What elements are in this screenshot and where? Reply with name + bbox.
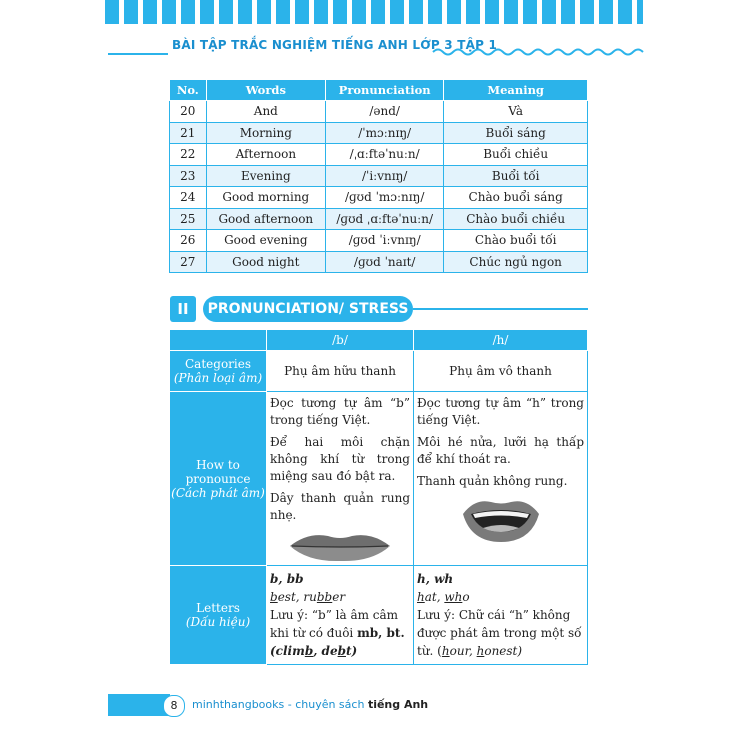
example-text: est, ru [277, 590, 317, 604]
cell-word: Afternoon [206, 144, 325, 166]
cell-pron: /ˈmɔːnɪŋ/ [326, 122, 444, 144]
how-h-line: Môi hé nửa, lưỡi hạ thấp để khí thoát ra. [417, 435, 584, 466]
footer-brand-bold: tiếng Anh [367, 698, 429, 711]
note-bold: mb, bt. [357, 626, 405, 640]
cell-pron: /ˌɑːftəˈnuːn/ [326, 144, 444, 166]
cell-meaning: Buổi tối [444, 165, 588, 187]
cell-meaning: Chào buổi sáng [444, 187, 588, 209]
letters-label [170, 566, 267, 665]
cell-no: 21 [170, 122, 207, 144]
book-title: BÀI TẬP TRẮC NGHIỆM TIẾNG ANH LỚP 3 TẬP 1 [172, 38, 498, 52]
cell-meaning: Chào buổi tối [444, 230, 588, 252]
note-example: , de [313, 644, 338, 658]
how-h-line: Thanh quản không rung. [417, 474, 568, 488]
underlined-letter: b [337, 644, 346, 658]
cell-word: Good night [206, 251, 325, 273]
cell-no: 27 [170, 251, 207, 273]
cell-meaning: Buổi sáng [444, 122, 588, 144]
example-text: at, [424, 590, 445, 604]
table-row [170, 187, 588, 209]
underlined-letter: h [417, 590, 425, 604]
underlined-letter: wh [444, 590, 463, 604]
note-text: Lưu ý: “b” là âm câm khi từ có đuôi [270, 608, 399, 640]
cell-pron: /ɡʊd ˈnaɪt/ [326, 251, 444, 273]
cell-word: Good evening [206, 230, 325, 252]
vocabulary-table [169, 79, 588, 273]
note-example: onest) [484, 644, 523, 658]
cell-meaning: Chúc ngủ ngon [444, 251, 588, 273]
cell-meaning: Buổi chiều [444, 144, 588, 166]
cell-word: Evening [206, 165, 325, 187]
underlined-letter: b [304, 644, 314, 658]
pronunciation-table [169, 329, 588, 665]
cell-no: 22 [170, 144, 207, 166]
cell-meaning: Chào buổi chiều [444, 208, 588, 230]
underlined-letter: h [441, 644, 450, 658]
cell-word: Good morning [206, 187, 325, 209]
underlined-letter: h [476, 644, 485, 658]
closed-lips-illustration [288, 530, 392, 562]
categories-label [170, 351, 267, 392]
sound-h-header: /h/ [414, 330, 588, 351]
note-text: Lưu ý: Chữ cái “h” không được phát âm trong một số từ. ( [417, 608, 582, 658]
underlined-letter: bb [316, 590, 333, 604]
cell-no: 25 [170, 208, 207, 230]
how-h [414, 392, 588, 566]
letters-b-examples [270, 588, 410, 606]
cell-pron: /ˈiːvnɪŋ/ [326, 165, 444, 187]
letters-b [267, 566, 414, 665]
blank-header [170, 330, 267, 351]
page-number: 8 [163, 695, 185, 717]
sound-b-header: /b/ [267, 330, 414, 351]
top-stripe-decoration [105, 0, 643, 24]
how-label-vi: (Cách phát âm) [171, 485, 265, 500]
letters-h [414, 566, 588, 665]
how-label [170, 392, 267, 566]
col-header-words: Words [206, 80, 325, 101]
cell-meaning: Và [444, 101, 588, 123]
underlined-letter: b [270, 590, 278, 604]
section-title: PRONUNCIATION/ STRESS [203, 296, 413, 322]
letters-h-spelling: h, wh [417, 572, 454, 586]
example-text: o [462, 590, 470, 604]
how-b-line: Đọc tương tự âm “b” trong tiếng Việt. [270, 396, 410, 427]
table-row [170, 144, 588, 166]
note-example: our, [449, 644, 477, 658]
footer-brand [192, 698, 428, 711]
footer-brand-text: minhthangbooks - chuyên sách [192, 698, 368, 711]
cell-pron: /ɡʊd ˈmɔːnɪŋ/ [326, 187, 444, 209]
cell-word: Morning [206, 122, 325, 144]
cell-word: Good afternoon [206, 208, 325, 230]
open-mouth-illustration [461, 496, 541, 544]
note-example: (clim [270, 644, 305, 658]
category-h: Phụ âm vô thanh [414, 351, 588, 392]
cell-no: 23 [170, 165, 207, 187]
how-h-line: Đọc tương tự âm “h” trong tiếng Việt. [417, 396, 584, 427]
letters-label-vi: (Dấu hiệu) [185, 615, 251, 629]
cell-pron: /ənd/ [326, 101, 444, 123]
section-divider [413, 308, 588, 310]
categories-label-vi: (Phân loại âm) [173, 371, 263, 385]
table-row [170, 251, 588, 273]
letters-b-spelling: b, bb [270, 572, 304, 586]
table-row [170, 165, 588, 187]
how-b-line: Dây thanh quản rung nhẹ. [270, 491, 410, 522]
how-b-line: Để hai môi chặn không khí từ trong miệng sau đó bật ra. [270, 435, 410, 483]
cell-word: And [206, 101, 325, 123]
table-row [170, 230, 588, 252]
col-header-meaning: Meaning [444, 80, 588, 101]
how-b [267, 392, 414, 566]
cell-no: 24 [170, 187, 207, 209]
table-row [170, 101, 588, 123]
cell-pron: /ɡʊd ˌɑːftəˈnuːn/ [326, 208, 444, 230]
example-text: er [332, 590, 346, 604]
footer-bar [108, 694, 170, 716]
cell-no: 26 [170, 230, 207, 252]
how-label-en: How to pronounce [185, 457, 251, 486]
table-row [170, 122, 588, 144]
letters-h-examples [417, 588, 584, 606]
letters-label-en: Letters [196, 601, 240, 615]
col-header-no: No. [170, 80, 207, 101]
category-b: Phụ âm hữu thanh [267, 351, 414, 392]
cell-no: 20 [170, 101, 207, 123]
letters-h-note [417, 606, 584, 660]
table-row [170, 208, 588, 230]
col-header-pronunciation: Pronunciation [326, 80, 444, 101]
section-number: II [170, 296, 196, 322]
note-example: t) [345, 644, 358, 658]
categories-label-en: Categories [185, 357, 251, 371]
cell-pron: /ɡʊd ˈiːvnɪŋ/ [326, 230, 444, 252]
letters-b-note [270, 606, 410, 660]
